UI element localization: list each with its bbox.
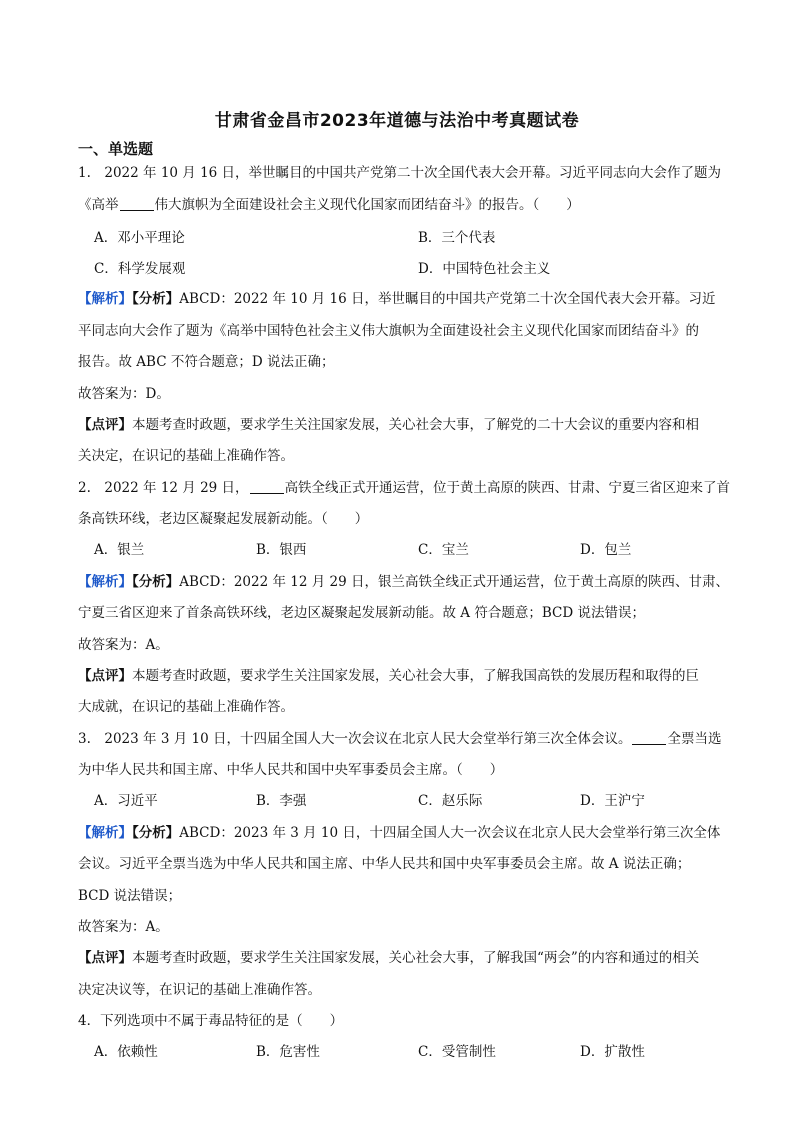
q1-stem-line1: 1. 2022 年 10 月 16 日，举世瞩目的中国共产党第二十次全国代表大会开幕。习近平同志向大会作了题为 <box>78 165 722 181</box>
q1-analysis-line2: 平同志向大会作了题为《高举中国特色社会主义伟大旗帜为全面建设社会主义现代化国家而团结奋斗》的 <box>78 323 699 339</box>
q1-analysis-line1 <box>78 289 728 309</box>
q3-option-c: C．赵乐际 <box>418 793 483 809</box>
answer-blank <box>250 479 284 494</box>
dianping-label: 【点评】 <box>78 417 132 433</box>
q1-analysis-text: ABCD：2022 年 10 月 16 日，举世瞩目的中国共产党第二十次全国代表大会开幕。习近 <box>179 291 716 307</box>
q2-stem-line1 <box>78 478 731 498</box>
q1-answer: 故答案为：D。 <box>78 386 170 402</box>
q3-option-a: A．习近平 <box>94 793 158 809</box>
q3-analysis-line1 <box>78 823 728 843</box>
q4-option-a: A．依赖性 <box>94 1044 158 1060</box>
q4-option-b: B．危害性 <box>256 1044 320 1060</box>
answer-blank <box>632 730 666 745</box>
q1-comment-text: 本题考查时政题，要求学生关注国家发展，关心社会大事，了解党的二十大会议的重要内容和相 <box>132 417 699 433</box>
q3-stem-pre: 3. 2023 年 3 月 10 日，十四届全国人大一次会议在北京人民大会堂举行第三次全体会议。 <box>78 731 632 747</box>
q1-option-c: C．科学发展观 <box>94 261 186 277</box>
q2-comment-line1 <box>78 666 728 686</box>
q1-option-b: B．三个代表 <box>418 230 496 246</box>
q2-stem-pre: 2. 2022 年 12 月 29 日， <box>78 480 249 496</box>
q3-stem-line1 <box>78 729 728 749</box>
q3-analysis-line3: BCD 说法错误； <box>78 888 182 904</box>
q2-stem-line2: 条高铁环线，老边区凝聚起发展新动能。（ ） <box>78 511 369 527</box>
q1-stem-pre: 《高举 <box>78 197 119 213</box>
q3-analysis-line2: 会议。习近平全票当选为中华人民共和国主席、中华人民共和国中央军事委员会主席。故 A 说法正确； <box>78 856 691 872</box>
dianping-label: 【点评】 <box>78 950 132 966</box>
q3-comment-text: 本题考查时政题，要求学生关注国家发展，关心社会大事，了解我国“两会”的内容和通过的相关 <box>132 950 700 966</box>
jiexi-label: 【解析】 <box>78 291 132 307</box>
q2-comment-text: 本题考查时政题，要求学生关注国家发展，关心社会大事，了解我国高铁的发展历程和取得的巨 <box>132 668 699 684</box>
q4-stem-line1: 4．下列选项中不属于毒品特征的是（ ） <box>78 1013 344 1029</box>
q2-option-d: D．包兰 <box>580 542 632 558</box>
q2-option-c: C．宝兰 <box>418 542 469 558</box>
q2-option-a: A．银兰 <box>94 542 145 558</box>
q4-option-d: D．扩散性 <box>580 1044 645 1060</box>
jiexi-label: 【解析】 <box>78 574 132 590</box>
page-title: 甘肃省金昌市2023年道德与法治中考真题试卷 <box>214 111 580 131</box>
dianping-label: 【点评】 <box>78 668 132 684</box>
fenxi-label: 【分析】 <box>132 574 180 590</box>
jiexi-label: 【解析】 <box>78 825 132 841</box>
q2-answer: 故答案为：A。 <box>78 637 169 653</box>
q2-stem-post: 高铁全线正式开通运营，位于黄土高原的陕西、甘肃、宁夏三省区迎来了首 <box>284 480 731 496</box>
q1-analysis-line3: 报告。故 ABC 不符合题意；D 说法正确； <box>78 354 335 370</box>
fenxi-label: 【分析】 <box>132 825 180 841</box>
q1-stem-post: 伟大旗帜为全面建设社会主义现代化国家而团结奋斗》的报告。（ ） <box>154 197 580 213</box>
q1-option-a: A．邓小平理论 <box>94 230 185 246</box>
q3-stem-line2: 为中华人民共和国主席、中华人民共和国中央军事委员会主席。（ ） <box>78 762 504 778</box>
section-heading: 一、单选题 <box>78 140 154 158</box>
q3-stem-post: 全票当选 <box>667 731 722 747</box>
answer-blank <box>120 196 154 211</box>
q3-option-b: B．李强 <box>256 793 307 809</box>
q3-comment-line1 <box>78 948 728 968</box>
q2-analysis-text: ABCD：2022 年 12 月 29 日，银兰高铁全线正式开通运营，位于黄土高原的陕西、甘肃、 <box>179 574 729 590</box>
fenxi-label: 【分析】 <box>132 291 180 307</box>
q1-comment-line2: 关决定，在识记的基础上准确作答。 <box>78 448 294 464</box>
q1-comment-line1 <box>78 415 728 435</box>
q1-option-d: D．中国特色社会主义 <box>418 261 551 277</box>
q3-answer: 故答案为：A。 <box>78 919 169 935</box>
q3-option-d: D．王沪宁 <box>580 793 645 809</box>
q2-comment-line2: 大成就，在识记的基础上准确作答。 <box>78 699 294 715</box>
q2-option-b: B．银西 <box>256 542 307 558</box>
q3-comment-line2: 决定决议等，在识记的基础上准确作答。 <box>78 982 321 998</box>
q1-stem-line2 <box>78 195 728 215</box>
q2-analysis-line1 <box>78 572 728 592</box>
q2-analysis-line2: 宁夏三省区迎来了首条高铁环线，老边区凝聚起发展新动能。故 A 符合题意；BCD 说法错误； <box>78 605 645 621</box>
q4-option-c: C．受管制性 <box>418 1044 496 1060</box>
q3-analysis-text: ABCD：2023 年 3 月 10 日，十四届全国人大一次会议在北京人民大会堂举行第三次全体 <box>179 825 721 841</box>
